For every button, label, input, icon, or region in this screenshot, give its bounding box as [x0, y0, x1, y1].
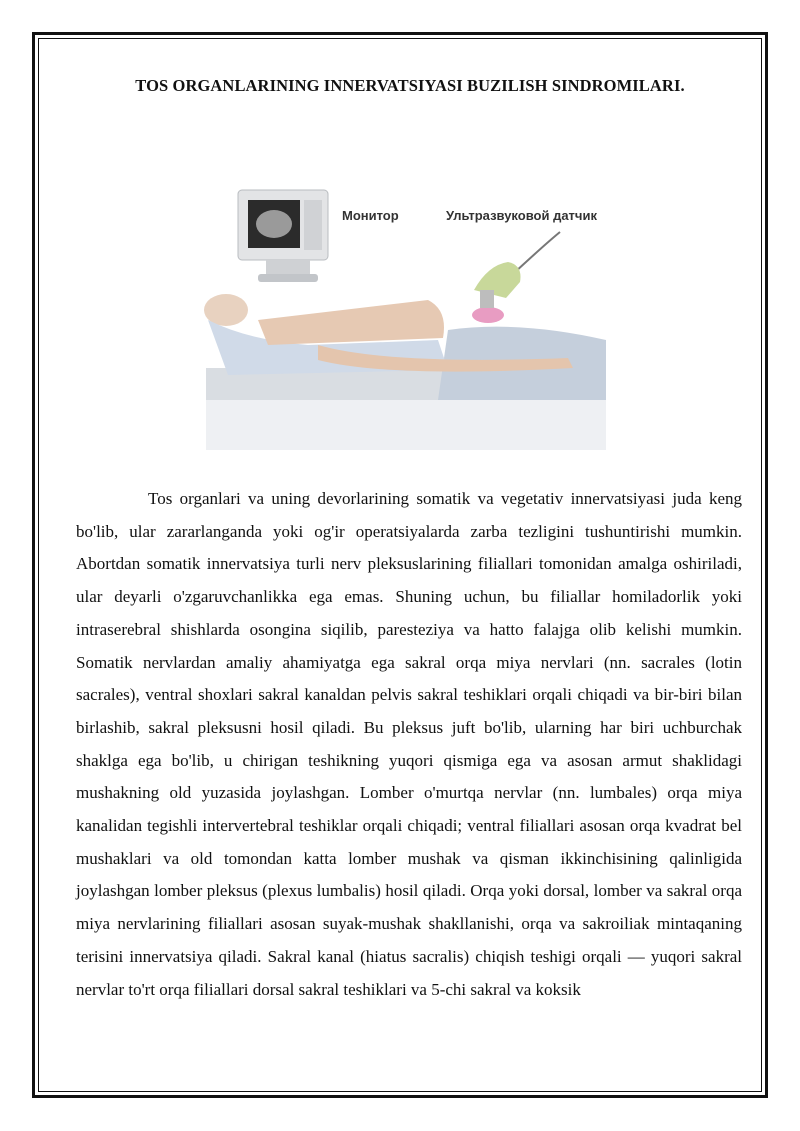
ultrasound-illustration-svg	[188, 170, 624, 470]
ultrasound-illustration	[188, 170, 624, 470]
document-title: TOS ORGANLARINING INNERVATSIYASI BUZILISH SINDROMILARI.	[135, 76, 685, 95]
monitor-label: Монитор	[342, 208, 399, 223]
sensor-label: Ультразвуковой датчик	[446, 208, 597, 223]
ultrasound-probe-icon	[474, 262, 521, 308]
paragraph: Tos organlari va uning devorlarining somatik va vegetativ innervatsiyasi juda keng bo'lib, ular zararlanganda yoki og'ir operatsiyalarda zarba tezligini tushuntirishi mumkin. Abortdan somatik innervatsiya turli nerv pleksuslarining filiallari tomonidan amalga oshiriladi, ular deyarli o'zgaruvchanlikka ega emas. Shuning uchun, bu filiallar homiladorlik yoki intraserebral shishlarda osongina siqilib, paresteziya va hatto falajga olib kelishi mumkin. Somatik nervlardan amaliy ahamiyatga ega sakral orqa miya nervlari (nn. sacrales (lotin sacrales), ventral shoxlari sakral kanaldan pelvis sakral teshiklari orqali chiqadi va bir-biri bilan birlashib, sakral pleksusni hosil qiladi. Bu pleksus juft bo'lib, ularning har biri uchburchak shaklga ega bo'lib, u chirigan teshikning yuqori qismiga ega va asosan armut shaklidagi mushakning old yuzasida joylashgan. Lomber o'murtqa nervlar (nn. lumbales) orqa miya kanalidan tegishli intervertebral teshiklar orqali chiqadi; ventral filiallari asosan orqa kvadrat bel mushaklari va old tomondan katta lomber mushak va qisman ikkinchisining qalinligida joylashgan lomber pleksus (plexus lumbalis) hosil qiladi. Orqa yoki dorsal, lomber va sakral orqa miya nervlarining filiallari asosan suyak-mushak shakllanishi, orqa va sakroiliak mintaqaning terisini innervatsiya qiladi. Sakral kanal (hiatus sacralis) chiqish teshigi orqali — yuqori sakral nervlar to'rt orqa filiallari dorsal sakral teshiklari va 5-chi sakral va koksik	[76, 489, 742, 999]
body-text	[76, 483, 742, 1006]
monitor-icon	[238, 190, 328, 282]
